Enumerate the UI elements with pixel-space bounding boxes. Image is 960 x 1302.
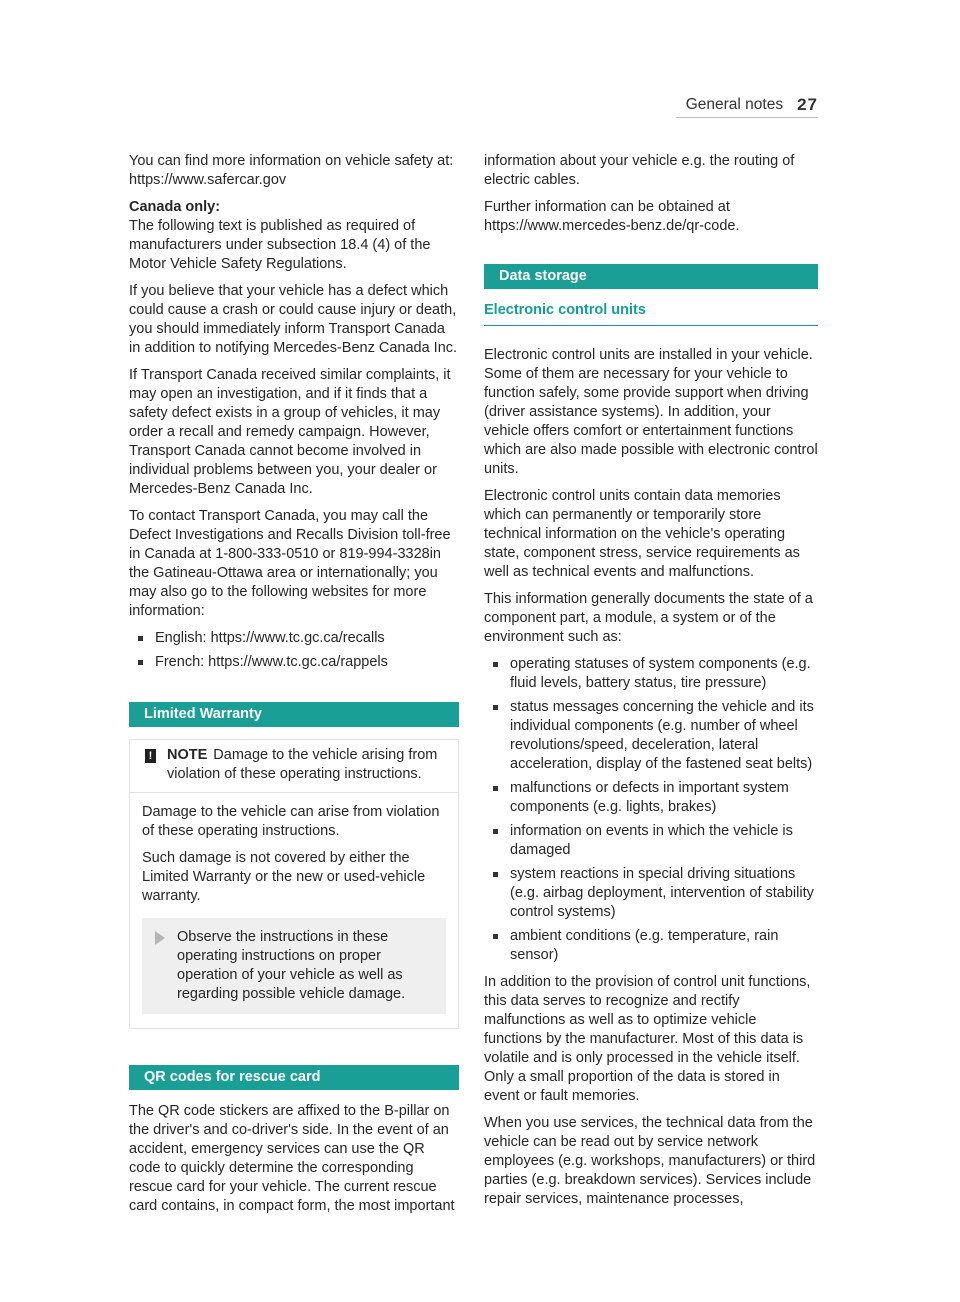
note-label: NOTE bbox=[167, 747, 208, 763]
limited-warranty-heading: Limited Warranty bbox=[129, 702, 459, 727]
note-paragraph-1: Damage to the vehicle can arise from violation of these operating instructions. bbox=[142, 804, 440, 839]
page-header bbox=[676, 95, 818, 115]
note-body bbox=[130, 793, 458, 1028]
electronic-control-units-heading: Electronic control units bbox=[484, 301, 818, 326]
ecu-paragraph-3: This information generally documents the state of a component part, a module, a system or of the environment such as: bbox=[484, 591, 813, 645]
list-item: information on events in which the vehicle is damaged bbox=[484, 822, 818, 860]
left-column bbox=[129, 152, 459, 1224]
recall-links-list bbox=[129, 629, 459, 672]
rescue-card-continuation: information about your vehicle e.g. the routing of electric cables. bbox=[484, 153, 795, 188]
note-paragraph-2: Such damage is not covered by either the Limited Warranty or the new or used-vehicle warranty. bbox=[142, 850, 426, 904]
safety-info-paragraph: You can find more information on vehicle safety at: https://www.safercar.gov bbox=[129, 153, 454, 188]
list-item: English: https://www.tc.gc.ca/recalls bbox=[129, 629, 459, 648]
exclamation-icon: ! bbox=[145, 749, 156, 763]
canada-paragraph-4: To contact Transport Canada, you may call the Defect Investigations and Recalls Division toll-free in Canada at 1-800-333-0510 or 819-994-3328in the Gatineau-Ottawa area or internationally; you may also go to the following websites for more information: bbox=[129, 508, 451, 619]
qr-paragraph: The QR code stickers are affixed to the B-pillar on the driver's and co-driver's side. In the event of an accident, emergency services can use the QR code to quickly determine the corresponding rescue card for your vehicle. The current rescue card contains, in compact form, the most important bbox=[129, 1103, 455, 1214]
note-instruction bbox=[142, 918, 446, 1014]
note-instruction-text: Observe the instructions in these operating instructions on proper operation of your vehicle as well as regarding possible vehicle damage. bbox=[177, 929, 406, 1002]
canada-paragraph-1: The following text is published as required of manufacturers under subsection 18.4 (4) of the Motor Vehicle Safety Regulations. bbox=[129, 218, 431, 272]
note-header bbox=[130, 740, 458, 793]
ecu-paragraph-1: Electronic control units are installed in your vehicle. Some of them are necessary for your vehicle to function safely, some provide support when driving (driver assistance systems). In addition, your vehicle offers comfort or entertainment functions which are also made possible with electronic control units. bbox=[484, 347, 818, 477]
list-item: operating statuses of system components (e.g. fluid levels, battery status, tire pressure) bbox=[484, 655, 818, 693]
list-item: French: https://www.tc.gc.ca/rappels bbox=[129, 653, 459, 672]
data-storage-heading: Data storage bbox=[484, 264, 818, 289]
canada-paragraph-2: If you believe that your vehicle has a defect which could cause a crash or could cause injury or death, you should immediately inform Transport Canada in addition to notifying Mercedes-Benz Canada Inc. bbox=[129, 283, 458, 356]
note-box bbox=[129, 739, 459, 1029]
list-item: system reactions in special driving situations (e.g. airbag deployment, intervention of stability control systems) bbox=[484, 865, 818, 922]
right-column bbox=[484, 152, 818, 1217]
stored-data-list bbox=[484, 655, 818, 965]
qr-further-info: Further information can be obtained at https://www.mercedes-benz.de/qr-code. bbox=[484, 199, 740, 234]
ecu-paragraph-2: Electronic control units contain data memories which can permanently or temporarily store technical information on the vehicle's operating state, component stress, service requirements as well as technical events and malfunctions. bbox=[484, 488, 800, 580]
header-divider bbox=[676, 117, 818, 118]
note-title: Damage to the vehicle arising from violation of these operating instructions. bbox=[167, 747, 438, 782]
canada-heading: Canada only: bbox=[129, 199, 221, 215]
arrow-right-icon bbox=[155, 931, 165, 945]
list-item: malfunctions or defects in important system components (e.g. lights, brakes) bbox=[484, 779, 818, 817]
list-item: status messages concerning the vehicle and its individual components (e.g. number of wheel revolutions/speed, deceleration, lateral acceleration, display of the fastened seat belts) bbox=[484, 698, 818, 774]
canada-paragraph-3: If Transport Canada received similar complaints, it may open an investigation, and if it finds that a safety defect exists in a group of vehicles, it may order a recall and remedy campaign. However, Transport Canada cannot become involved in individual problems between you, your dealer or Mercedes-Benz Canada Inc. bbox=[129, 367, 451, 497]
header-title: General notes bbox=[685, 96, 784, 113]
page-number: 27 bbox=[797, 95, 818, 114]
note-header-text bbox=[167, 746, 448, 784]
ecu-paragraph-4: In addition to the provision of control unit functions, this data serves to recognize and rectify malfunctions as well as to optimize vehicle functions by the manufacturer. Most of this data is volatile and is only processed in the vehicle itself. Only a small proportion of the data is stored in event or fault memories. bbox=[484, 974, 811, 1104]
qr-codes-heading: QR codes for rescue card bbox=[129, 1065, 459, 1090]
ecu-paragraph-5: When you use services, the technical data from the vehicle can be read out by service network employees (e.g. workshops, manufacturers) or third parties (e.g. breakdown services). Services include repair services, maintenance processes, bbox=[484, 1115, 816, 1207]
list-item: ambient conditions (e.g. temperature, rain sensor) bbox=[484, 927, 818, 965]
